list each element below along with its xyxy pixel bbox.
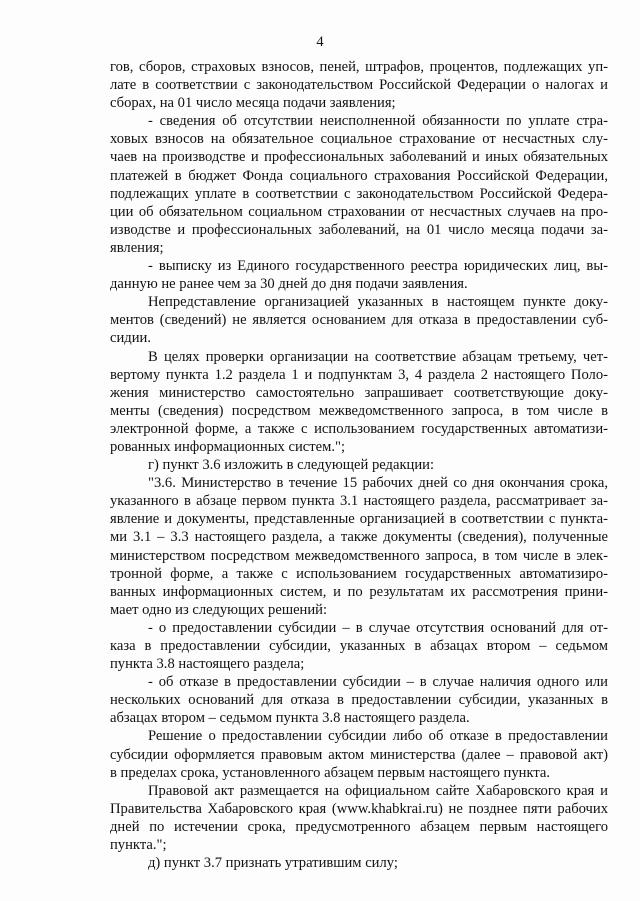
- text-line: мает одно из следующих решений:: [110, 601, 328, 618]
- text-line: пункта 3.8 настоящего раздела;: [110, 656, 305, 673]
- text-line: Решение о предоставлении субсидии либо об отказе в предоставлении: [148, 728, 608, 745]
- text-line: - о предоставлении субсидии – в случае отсутствия оснований для от-: [148, 619, 608, 636]
- page-number: 4: [316, 34, 324, 50]
- text-line: данную не ранее чем за 30 дней до дня подачи заявления.: [110, 276, 468, 293]
- text-line: жения министерство самостоятельно запрашивает соответствующие доку-: [110, 384, 608, 401]
- text-line: - сведения об отсутствии неисполненной обязанности по уплате стра-: [148, 113, 608, 130]
- text-line: "3.6. Министерство в течение 15 рабочих дней со дня окончания срока,: [148, 475, 608, 492]
- text-line: каза в предоставлении субсидии, указанных в абзацах втором – седьмом: [110, 638, 608, 654]
- text-line: пункта.";: [110, 837, 167, 854]
- text-line: министерством посредством межведомственного запроса, в том числе в элек-: [110, 547, 608, 564]
- text-line: изводстве и профессиональных заболеваний, на 01 число месяца подачи за-: [110, 221, 608, 238]
- text-line: ванных информационных систем, и по результатам их рассмотрения прини-: [110, 583, 608, 600]
- text-line: платежей в бюджет Фонда социального страхования Российской Федерации,: [110, 167, 608, 184]
- text-line: д) пункт 3.7 признать утратившим силу;: [148, 855, 398, 872]
- text-line: В целях проверки организации на соответствие абзацам третьему, чет-: [148, 348, 608, 365]
- text-line: сборах, на 01 число месяца подачи заявления;: [110, 95, 396, 112]
- text-line: тронной форме, а также с использованием государственных автоматизиро-: [110, 565, 608, 582]
- text-line: подлежащих уплате в соответствии с законодательством Российской Федера-: [110, 185, 608, 202]
- text-line: лате в соответствии с законодательством Российской Федерации о налогах и: [110, 77, 608, 94]
- text-line: субсидии оформляется правовым актом министерства (далее – правовой акт): [110, 746, 608, 763]
- text-line: ции об обязательном социальном страховании от несчастных случаев на про-: [110, 203, 608, 220]
- text-line: Непредставление организацией указанных в настоящем пункте доку-: [148, 294, 608, 311]
- text-line: указанного в абзаце первом пункта 3.1 настоящего раздела, рассматривает за-: [110, 493, 608, 510]
- text-line: Правовой акт размещается на официальном сайте Хабаровского края и: [148, 782, 608, 799]
- text-line: электронной форме, а также с использованием государственных автоматизи-: [110, 420, 608, 437]
- text-line: - об отказе в предоставлении субсидии – в случае наличия одного или: [148, 674, 608, 691]
- text-line: вертому пункта 1.2 раздела 1 и подпунктам 3, 4 раздела 2 настоящего Поло-: [110, 366, 608, 383]
- text-line: - выписку из Единого государственного реестра юридических лиц, вы-: [148, 258, 608, 275]
- text-line: нескольких оснований для отказа в предоставлении субсидии, указанных в: [110, 692, 608, 709]
- text-line: г) пункт 3.6 изложить в следующей редакции:: [148, 457, 435, 474]
- document-body: [110, 58, 608, 872]
- text-line: рованных информационных систем.";: [110, 438, 346, 455]
- text-line: дней по истечении срока, предусмотренного абзацем первым настоящего: [110, 818, 608, 835]
- text-line: ми 3.1 – 3.3 настоящего раздела, а также документы (сведения), полученные: [110, 529, 608, 546]
- text-line: сидии.: [110, 330, 151, 347]
- text-line: ментов (сведений) не является основанием для отказа в предоставлении суб-: [110, 312, 608, 329]
- text-line: гов, сборов, страховых взносов, пеней, штрафов, процентов, подлежащих уп-: [110, 59, 608, 75]
- text-line: ховых взносов на обязательное социальное страхование от несчастных слу-: [110, 131, 608, 148]
- text-line: явление и документы, представленные организацией в соответствии с пункта-: [110, 511, 608, 528]
- text-line: Правительства Хабаровского края (www.khabkrai.ru) не позднее пяти рабочих: [110, 800, 608, 817]
- text-line: менты (сведения) посредством межведомственного запроса, в том числе в: [110, 402, 608, 419]
- text-line: явления;: [110, 239, 164, 256]
- text-line: абзацах втором – седьмом пункта 3.8 настоящего раздела.: [110, 710, 470, 727]
- text-line: чаев на производстве и профессиональных заболеваний и иных обязательных: [110, 149, 608, 166]
- text-line: в пределах срока, установленного абзацем первым настоящего пункта.: [110, 764, 551, 781]
